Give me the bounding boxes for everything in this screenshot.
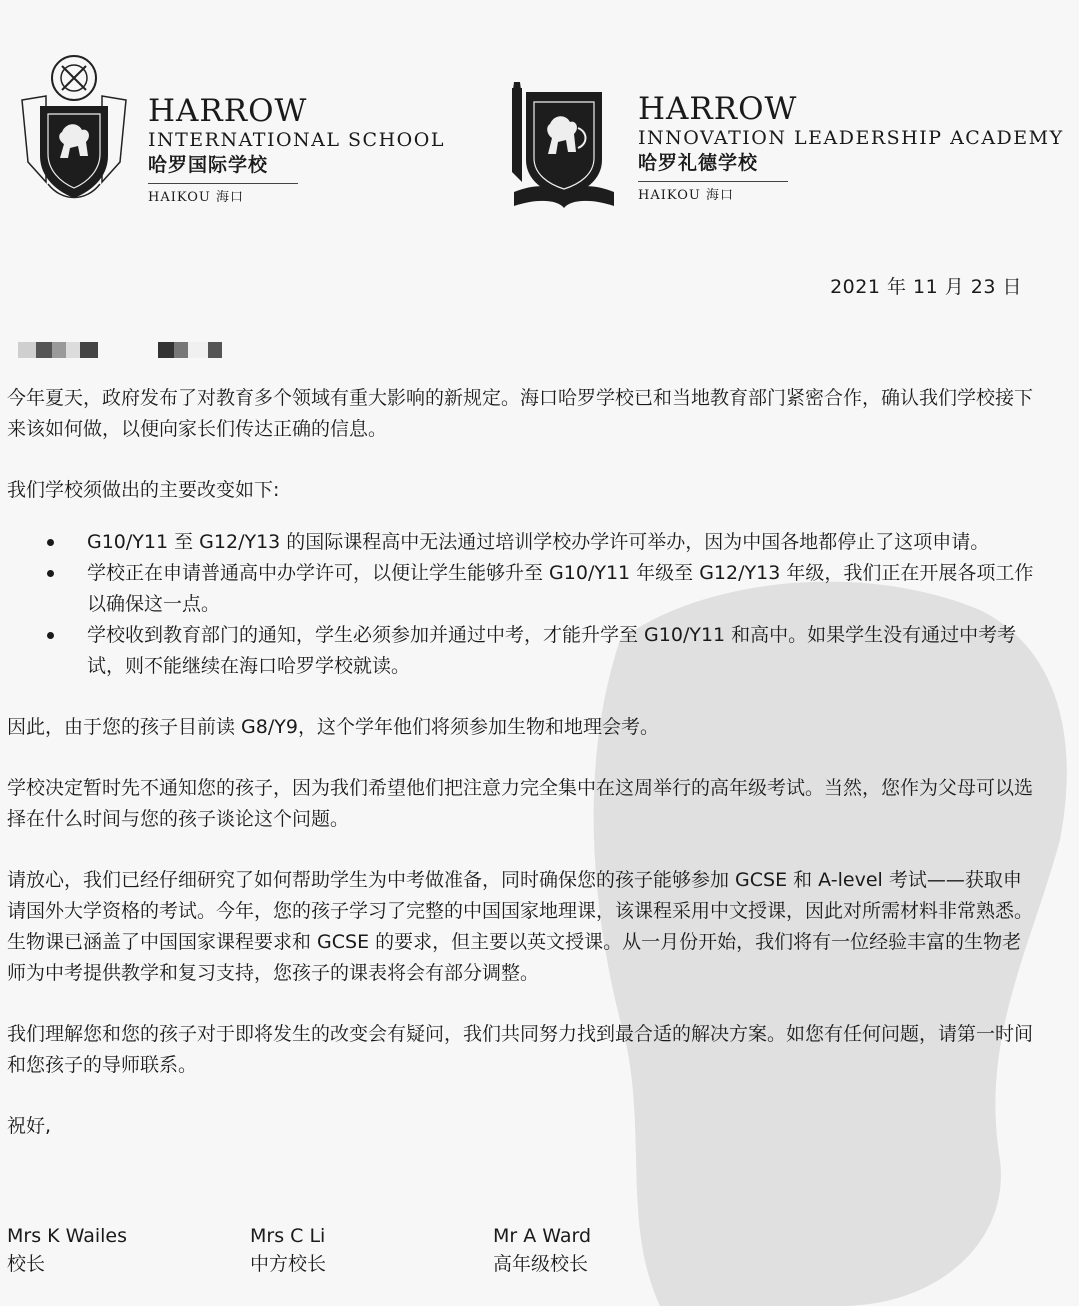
academy-subtitle: INNOVATION LEADERSHIP ACADEMY (638, 127, 1064, 149)
signature-chinese-principal (250, 1222, 493, 1278)
paragraph-notification: 学校决定暂时先不通知您的孩子，因为我们希望他们把注意力完全集中在这周举行的高年级考试。当然，您作为父母可以选择在什么时间与您的孩子谈论这个问题。 (7, 777, 1034, 830)
academy-name: HARROW (638, 91, 798, 127)
harrow-international-logo (18, 52, 445, 206)
logo-divider (638, 181, 788, 182)
paragraph-intro: 今年夏天，政府发布了对教育多个领域有重大影响的新规定。海口哈罗学校已和当地教育部门紧密合作，确认我们学校接下来该如何做，以便向家长们传达正确的信息。 (7, 387, 1034, 440)
signer-name: Mr A Ward (493, 1225, 592, 1247)
signature-principal (7, 1222, 250, 1278)
list-item: G10/Y11 至 G12/Y13 的国际课程高中无法通过培训学校办学许可举办，因为中国各地都停止了这项申请。 (7, 527, 1037, 558)
letter-body (7, 383, 1037, 1142)
paragraph-questions: 我们理解您和您的孩子对于即将发生的改变会有疑问，我们共同努力找到最合适的解决方案。如您有任何问题，请第一时间和您孩子的导师联系。 (7, 1023, 1034, 1076)
academy-chinese-name: 哈罗礼德学校 (638, 152, 759, 174)
signature-senior-principal (493, 1222, 736, 1278)
paragraph-reassurance: 请放心，我们已经仔细研究了如何帮助学生为中考做准备，同时确保您的孩子能够参加 GCSE 和 A-level 考试——获取申请国外大学资格的考试。今年，您的孩子学习了完整的中国国家地理课，该课程采用中文授课，因此对所需材料非常熟悉。生物课已涵盖了中国国家课程要求和 GCSE 的要求，但主要以英文授课。从一月份开始，我们将有一位经验丰富的生物老师为中考提供教学和复习支持，您孩子的课表将会有部分调整。 (7, 869, 1034, 984)
letter-date: 2021 年 11 月 23 日 (830, 276, 1022, 298)
school-subtitle: INTERNATIONAL SCHOOL (148, 129, 445, 151)
paragraph-changes-heading: 我们学校须做出的主要改变如下: (7, 479, 280, 501)
school-chinese-name: 哈罗国际学校 (148, 154, 269, 176)
bullet-icon (47, 632, 54, 639)
signer-title: 校长 (7, 1253, 46, 1275)
closing: 祝好, (7, 1115, 52, 1137)
school-city: HAIKOU 海口 (148, 190, 244, 205)
harrow-crest-icon (18, 52, 130, 204)
signer-name: Mrs C Li (250, 1225, 326, 1247)
list-item: 学校正在申请普通高中办学许可，以便让学生能够升至 G10/Y11 年级至 G12/Y13 年级，我们正在开展各项工作以确保这一点。 (7, 558, 1037, 620)
bullet-icon (47, 539, 54, 546)
harrow-academy-crest-icon (508, 82, 620, 210)
paragraph-exams: 因此，由于您的孩子目前读 G8/Y9，这个学年他们将须参加生物和地理会考。 (7, 716, 659, 738)
bullet-icon (47, 570, 54, 577)
changes-list (7, 527, 1037, 682)
academy-city: HAIKOU 海口 (638, 188, 734, 203)
school-name: HARROW (148, 93, 308, 129)
signatures (7, 1222, 736, 1278)
harrow-innovation-logo (508, 82, 1064, 210)
signer-title: 高年级校长 (493, 1253, 589, 1275)
redacted-recipient (18, 342, 222, 358)
logo-divider (148, 183, 298, 184)
list-item: 学校收到教育部门的通知，学生必须参加并通过中考，才能升学至 G10/Y11 和高中。如果学生没有通过中考考试，则不能继续在海口哈罗学校就读。 (7, 620, 1037, 682)
signer-name: Mrs K Wailes (7, 1225, 128, 1247)
signer-title: 中方校长 (250, 1253, 327, 1275)
